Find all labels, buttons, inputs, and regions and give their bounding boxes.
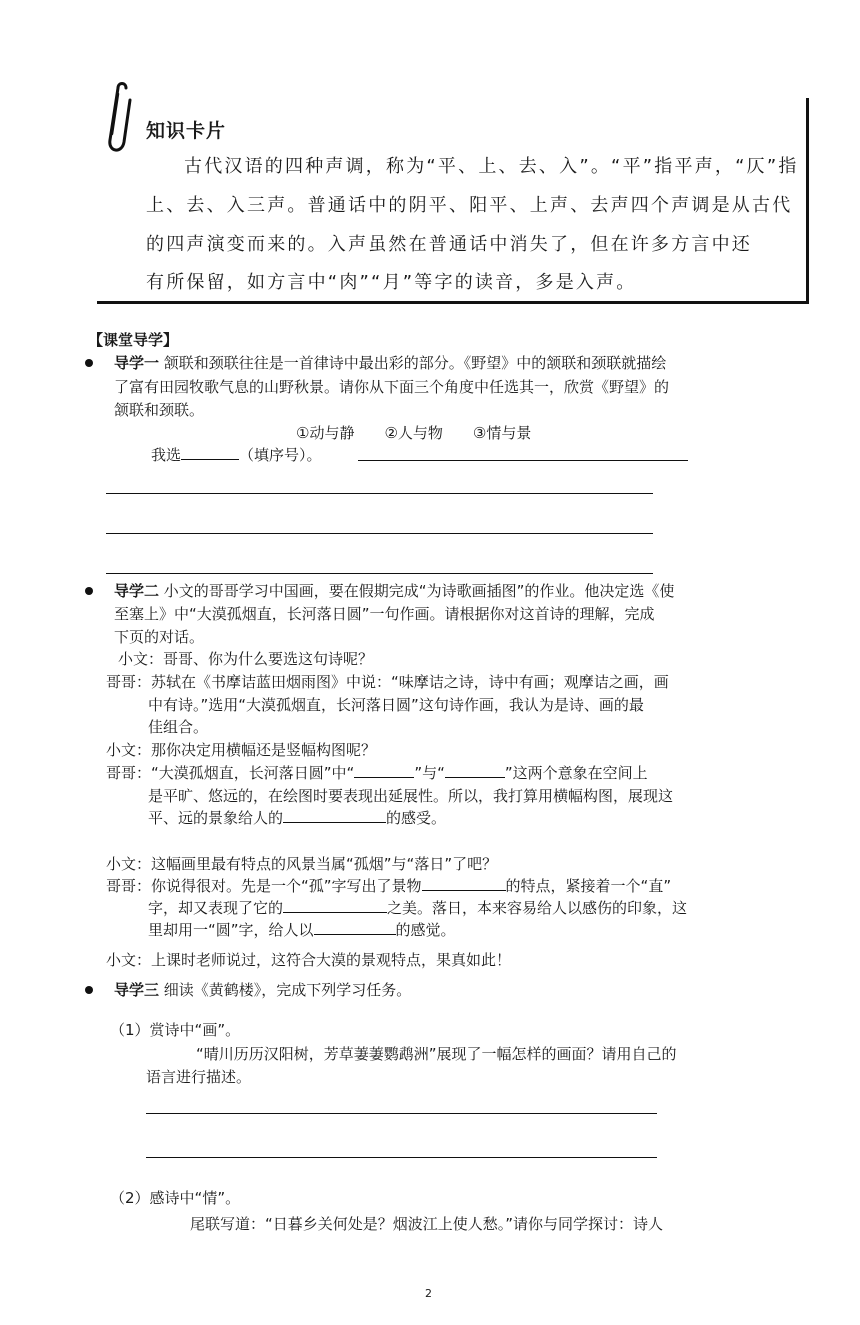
- dialogue-text: 里却用一“圆”字，给人以: [148, 921, 314, 939]
- dialogue-text: 哥哥：你说得很对。先是一个“孤”字写出了景物: [106, 877, 422, 895]
- dialogue-text: 平、远的景象给人的: [148, 809, 284, 827]
- dialogue-line: 佳组合。: [148, 718, 209, 736]
- guide2-text: 小文的哥哥学习中国画，要在假期完成“为诗歌画插图”的作业。他决定选《使: [163, 582, 675, 600]
- dialogue-text: ”与“: [414, 764, 445, 782]
- guide1-label: 导学一: [114, 354, 160, 372]
- guide1-line: 颔联和颈联。: [114, 401, 205, 419]
- section-title: 【课堂导学】: [88, 331, 179, 349]
- card-line: 古代汉语的四种声调，称为“平、上、去、入”。“平”指平声，“仄”指: [184, 156, 799, 177]
- dialogue-text: 的特点，紧接着一个“直”: [505, 877, 672, 895]
- dialogue-line: [148, 919, 456, 940]
- guide2-line: 下页的对话。: [114, 628, 205, 646]
- card-line: 有所保留，如方言中“肉”“月”等字的读音，多是入声。: [146, 272, 637, 293]
- guide2-line: 至塞上》中“大漠孤烟直，长河落日圆”一句作画。请根据你对这首诗的理解，完成: [114, 605, 655, 623]
- answer-line[interactable]: [358, 460, 688, 461]
- card-line: 上、去、入三声。普通话中的阴平、阳平、上声、去声四个声调是从古代: [146, 195, 793, 216]
- dialogue-text: 的感觉。: [395, 921, 456, 939]
- question-title: （1）赏诗中“画”。: [110, 1021, 241, 1039]
- answer-line[interactable]: [106, 573, 653, 574]
- dialogue-line: 小文：上课时老师说过，这符合大漠的景观特点，果真如此！: [106, 951, 512, 969]
- guide1-line: [114, 352, 666, 373]
- sense-blank[interactable]: [314, 933, 396, 935]
- feeling-blank[interactable]: [283, 821, 386, 823]
- guide1-options: ①动与静 ②人与物 ③情与景: [296, 424, 532, 442]
- dialogue-text: 之美。落日，本来容易给人以感伤的印象，这: [387, 899, 688, 917]
- guide3-label: 导学三: [114, 981, 160, 999]
- question-title: （2）感诗中“情”。: [110, 1189, 241, 1207]
- answer-line[interactable]: [146, 1157, 657, 1158]
- guide1-line: 了富有田园牧歌气息的山野秋景。请你从下面三个角度中任选其一，欣赏《野望》的: [114, 378, 670, 396]
- paperclip-icon: [96, 80, 140, 160]
- dialogue-line: 中有诗。”选用“大漠孤烟直，长河落日圆”这句诗作画，我认为是诗、画的最: [148, 696, 644, 714]
- question-text: 语言进行描述。: [146, 1068, 252, 1086]
- image-blank-2[interactable]: [445, 776, 505, 778]
- guide2-line: [114, 580, 674, 601]
- question-text: 尾联写道：“日暮乡关何处是？烟波江上使人愁。”请你与同学探讨：诗人: [190, 1215, 664, 1233]
- bullet-icon: [85, 587, 93, 595]
- guide3-line: [114, 979, 411, 1000]
- card-title: 知识卡片: [146, 120, 227, 142]
- guide3-text: 细读《黄鹤楼》，完成下列学习任务。: [163, 981, 412, 999]
- dialogue-line: [148, 897, 687, 918]
- page-number: 2: [425, 1287, 432, 1300]
- answer-line[interactable]: [146, 1113, 657, 1114]
- choice-blank[interactable]: [181, 458, 239, 460]
- dialogue-text: 的感受。: [386, 809, 447, 827]
- dialogue-line: [106, 875, 671, 896]
- choose-suffix: （填序号）。: [239, 446, 322, 464]
- bullet-icon: [85, 359, 93, 367]
- dialogue-line: 是平旷、悠远的，在绘图时要表现出延展性。所以，我打算用横幅构图，展现这: [148, 787, 674, 805]
- dialogue-line: [148, 807, 446, 828]
- feature-blank[interactable]: [422, 889, 506, 891]
- answer-line[interactable]: [106, 493, 653, 494]
- dialogue-line: 小文：哥哥、你为什么要选这句诗呢？: [118, 650, 374, 668]
- guide2-label: 导学二: [114, 582, 160, 600]
- beauty-blank[interactable]: [283, 911, 387, 913]
- answer-line[interactable]: [106, 533, 653, 534]
- dialogue-line: [106, 762, 648, 783]
- question-text: “晴川历历汉阳树，芳草萋萋鹦鹉洲”展现了一幅怎样的画面？请用自己的: [196, 1045, 677, 1063]
- card-line: 的四声演变而来的。入声虽然在普通话中消失了，但在许多方言中还: [146, 234, 752, 255]
- dialogue-line: 小文：这幅画里最有特点的风景当属“孤烟”与“落日”了吧？: [106, 855, 498, 873]
- choose-prefix: 我选: [151, 446, 182, 464]
- dialogue-line: 小文：那你决定用横幅还是竖幅构图呢？: [106, 741, 377, 759]
- bullet-icon: [85, 986, 93, 994]
- dialogue-text: 哥哥：“大漠孤烟直，长河落日圆”中“: [106, 764, 355, 782]
- image-blank-1[interactable]: [354, 776, 414, 778]
- dialogue-line: 哥哥：苏轼在《书摩诘蓝田烟雨图》中说：“味摩诘之诗，诗中有画；观摩诘之画，画: [106, 673, 669, 691]
- guide1-text: 颔联和颈联往往是一首律诗中最出彩的部分。《野望》中的颔联和颈联就描绘: [163, 354, 667, 372]
- guide1-choose: [151, 444, 322, 465]
- dialogue-text: ”这两个意象在空间上: [504, 764, 648, 782]
- dialogue-text: 字，却又表现了它的: [148, 899, 284, 917]
